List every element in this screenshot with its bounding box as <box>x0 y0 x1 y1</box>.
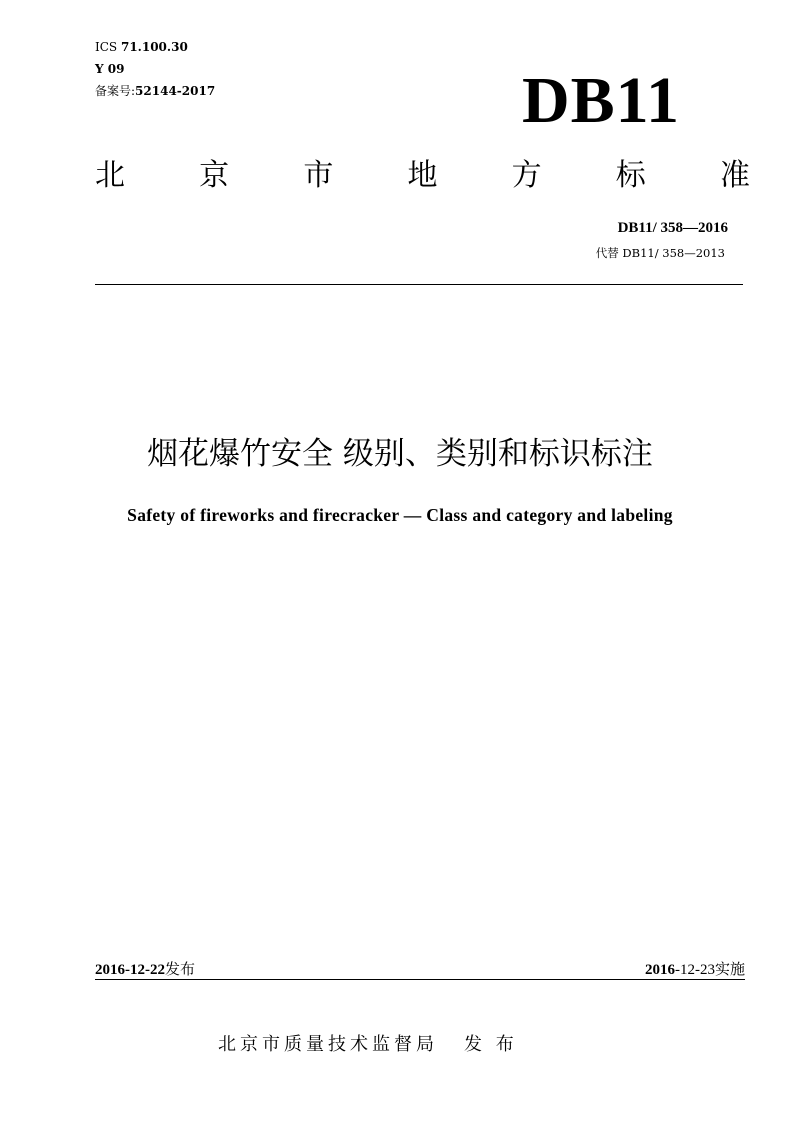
header-char: 市 <box>303 158 334 193</box>
implement-date-rest: -12-23 <box>674 962 715 978</box>
publisher-action: 发 布 <box>464 1034 518 1055</box>
header-char: 准 <box>719 158 750 193</box>
header-char: 京 <box>199 158 230 193</box>
category-code-value: Y 09 <box>95 62 125 76</box>
header-char: 标 <box>615 158 646 193</box>
header-title <box>95 158 750 194</box>
category-code <box>95 62 124 76</box>
ics-label: ICS <box>95 40 118 54</box>
implement-year: 2016 <box>644 962 675 978</box>
implement-date <box>645 958 745 979</box>
bottom-divider <box>95 979 745 980</box>
implement-label: 实施 <box>714 960 745 978</box>
title-en: Safety of fireworks and firecracker — Class and category and labeling <box>127 505 673 525</box>
record-value: 52144-2017 <box>135 84 216 98</box>
date-row <box>95 958 745 979</box>
standard-number: DB11/ 358—2016 <box>617 220 728 236</box>
header-char: 地 <box>407 158 438 193</box>
header-char: 北 <box>95 158 125 193</box>
issue-date <box>95 958 195 979</box>
db11-logo: DB11 <box>522 64 681 137</box>
top-divider <box>95 284 743 285</box>
record-number <box>95 84 215 98</box>
issue-date-value: 2016-12-22 <box>95 962 165 978</box>
ics-code <box>95 40 188 54</box>
publisher <box>218 1030 518 1056</box>
issue-label: 发布 <box>165 960 196 978</box>
replaces-note: 代替 DB11/ 358—2013 <box>595 246 725 260</box>
record-label: 备案号: <box>95 84 136 98</box>
header-char: 方 <box>511 158 542 193</box>
ics-value: 71.100.30 <box>120 40 188 54</box>
publisher-name: 北京市质量技术监督局 <box>218 1034 438 1055</box>
title-cn: 烟花爆竹安全 级别、类别和标识标注 <box>147 436 653 472</box>
